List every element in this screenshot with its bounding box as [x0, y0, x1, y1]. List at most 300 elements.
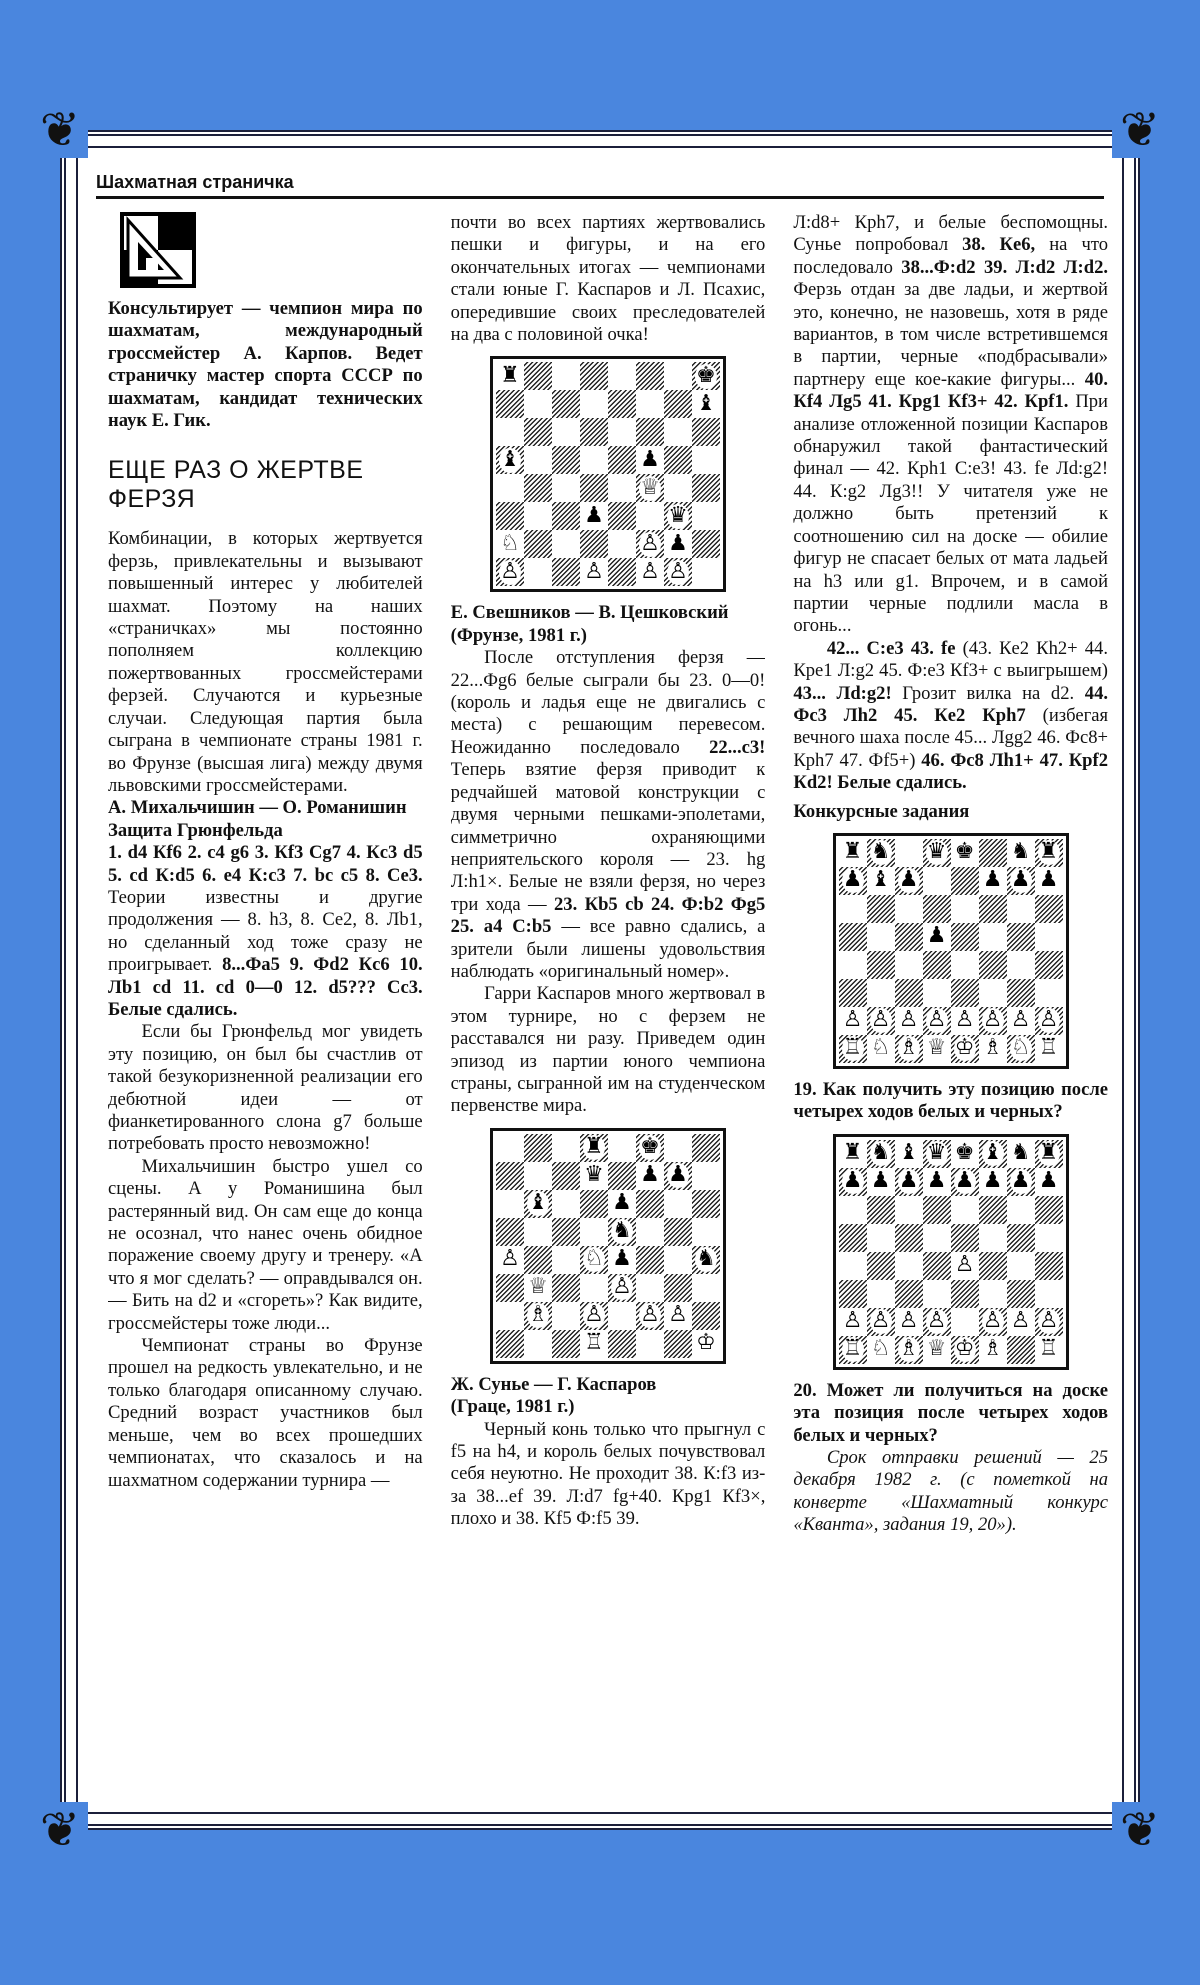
board-square — [839, 1168, 867, 1196]
board-square — [839, 1035, 867, 1063]
board-square — [1007, 1035, 1035, 1063]
board-square — [1035, 1336, 1063, 1364]
chess-piece-icon: ♙ — [926, 1308, 947, 1334]
board-square — [1007, 1252, 1035, 1280]
board-square — [979, 867, 1007, 895]
board-square — [951, 1224, 979, 1252]
board-square — [867, 1280, 895, 1308]
intro-paragraph: Комбинации, в которых жертвуется ферзь, привлекательны и вызывают повышенный интерес у любителей шахмат. Поэтому на наших «страничках» мы постоянно пополняем коллекцию пожертвованных гроссмейстерами ферзей. Случаются и курьезные случаи. Следующая партия была сыграна в чемпионате страны 1981 г. во Фрунзе (высшая лига) между двумя львовскими гроссмейстерами. — [108, 528, 423, 796]
board-square — [979, 979, 1007, 1007]
board-square — [951, 1252, 979, 1280]
board-square — [867, 1035, 895, 1063]
board-square — [867, 1007, 895, 1035]
board-square — [951, 1336, 979, 1364]
board-square — [1007, 1007, 1035, 1035]
chess-piece-icon: ♟ — [640, 446, 660, 472]
board-square — [524, 558, 552, 586]
chess-piece-icon: ♟ — [898, 1168, 919, 1194]
board-square — [951, 1168, 979, 1196]
board-square — [636, 418, 664, 446]
board-square — [524, 418, 552, 446]
board-square — [608, 362, 636, 390]
board-square — [923, 1196, 951, 1224]
chess-piece-icon: ♟ — [842, 867, 863, 893]
board-square — [867, 923, 895, 951]
board-square — [839, 1280, 867, 1308]
chess-piece-icon: ♙ — [640, 558, 660, 584]
board-square — [608, 390, 636, 418]
board-square — [923, 1140, 951, 1168]
chess-piece-icon: ♙ — [1010, 1007, 1031, 1033]
chess-piece-icon: ♟ — [668, 530, 688, 556]
chess-piece-icon: ♜ — [1038, 839, 1059, 865]
board-square — [580, 1190, 608, 1218]
board-square — [580, 1246, 608, 1274]
chess-piece-icon: ♙ — [954, 1007, 975, 1033]
chess-piece-icon: ♟ — [1038, 1168, 1059, 1194]
board-square — [580, 1218, 608, 1246]
chess-piece-icon: ♞ — [1010, 1140, 1031, 1166]
paragraph: Михальчишин быстро ушел со сцены. А у Романишина был растерянный вид. Он сам еще до конца не осознал, что нанес очень обидное поражение своему другу и тренеру. «А что я мог сделать? — оправдывался он. — Бить на d2 и «сгореть»? Как видите, гроссмейстеры тоже люди... — [108, 1155, 423, 1334]
text: на что последовало — [793, 234, 1109, 278]
chess-piece-icon: ♟ — [982, 1168, 1003, 1194]
board-square — [951, 1007, 979, 1035]
board-square — [979, 895, 1007, 923]
board-square — [692, 418, 720, 446]
board-square — [867, 1224, 895, 1252]
board-square — [580, 502, 608, 530]
chess-piece-icon: ♗ — [528, 1302, 548, 1328]
board-square — [636, 1302, 664, 1330]
chess-piece-icon: ♟ — [1010, 1168, 1031, 1194]
moves-bold: 42... C:e3 43. fe — [826, 637, 956, 659]
article-title: ЕЩЕ РАЗ О ЖЕРТВЕ ФЕРЗЯ — [108, 456, 364, 514]
chess-piece-icon: ♙ — [500, 1246, 520, 1272]
board-square — [664, 1162, 692, 1190]
chess-piece-icon: ♖ — [842, 1035, 863, 1061]
board-square — [608, 1134, 636, 1162]
text: Л:d8+ Кph7, и белые беспомощны. Сунье попробовал — [793, 212, 1109, 256]
board-square — [496, 418, 524, 446]
board-square — [636, 1330, 664, 1358]
text: При анализе отложенной позиции Каспаров обнаружил такой фантастический финал — 42. Кph1 C:e3! 43. fe Лd:g2! 44. К:g2 Лg3!! У читателя уже не должно быть претензий к соотношению сил на доске — обилие фигур не спасает белых от мата ладьей на h3 или g1. Впрочем, и в самой партии черные подлили масла в огонь... — [793, 391, 1109, 637]
board-square — [923, 1252, 951, 1280]
text: (43. Кe2 Кh2+ 44. Кpe1 Л:g2 45. Ф:e3 Кf3+ с выигрышем) — [793, 637, 1109, 682]
moves-bold: 38. Кe6, — [962, 234, 1036, 256]
board-square — [552, 390, 580, 418]
chess-piece-icon: ♔ — [696, 1330, 716, 1356]
board-square — [1035, 923, 1063, 951]
moves-bold: 22...c3! — [709, 736, 766, 758]
board-square — [524, 1162, 552, 1190]
board-square — [1035, 1007, 1063, 1035]
board-square — [692, 530, 720, 558]
board-square — [895, 1035, 923, 1063]
chess-piece-icon: ♝ — [500, 446, 520, 472]
chess-piece-icon: ♜ — [584, 1134, 604, 1160]
chess-logo-icon — [120, 212, 196, 288]
chess-piece-icon: ♙ — [870, 1007, 891, 1033]
page-header — [96, 172, 1104, 199]
board-square — [552, 558, 580, 586]
text: — все равно сдались, а зрители были лишены удовольствия наблюдать «оригинальный номер». — [450, 916, 766, 982]
chess-piece-icon: ♟ — [926, 1168, 947, 1194]
board-square — [867, 1336, 895, 1364]
chess-piece-icon: ♙ — [1038, 1007, 1059, 1033]
text: Ферзь отдан за две ладьи, и жертвой это, конечно, не назовешь, хотя в ряде вариантов, в том числе встретившемся в партии, черные «подбрасывали» партнеру еще кое-какие фигуры... — [793, 279, 1109, 390]
board-square — [979, 951, 1007, 979]
chess-piece-icon: ♙ — [898, 1308, 919, 1334]
chess-piece-icon: ♖ — [584, 1330, 604, 1356]
chess-piece-icon: ♜ — [1038, 1140, 1059, 1166]
board-square — [923, 1168, 951, 1196]
board-square — [580, 1274, 608, 1302]
board-square — [1007, 1308, 1035, 1336]
chess-piece-icon: ♘ — [500, 530, 520, 556]
board-square — [839, 1336, 867, 1364]
board-square — [923, 1336, 951, 1364]
board-square — [496, 1330, 524, 1358]
board-square — [1007, 951, 1035, 979]
board-square — [608, 1274, 636, 1302]
board-square — [692, 1302, 720, 1330]
chess-piece-icon: ♞ — [612, 1218, 632, 1244]
chess-piece-icon: ♟ — [926, 923, 947, 949]
chess-piece-icon: ♙ — [982, 1308, 1003, 1334]
board-square — [895, 1336, 923, 1364]
board-square — [951, 895, 979, 923]
text: Грозит вилка на d2. — [891, 682, 1085, 704]
board-square — [839, 923, 867, 951]
moves-bold: 38...Ф:d2 39. Л:d2 Л:d2. — [901, 256, 1109, 278]
chess-piece-icon: ♖ — [1038, 1035, 1059, 1061]
board-square — [664, 1190, 692, 1218]
board-square — [580, 390, 608, 418]
chess-piece-icon: ♞ — [1010, 839, 1031, 865]
chess-piece-icon: ♟ — [982, 867, 1003, 893]
board-square — [867, 1196, 895, 1224]
chess-piece-icon: ♙ — [584, 558, 604, 584]
board-square — [524, 1246, 552, 1274]
board-square — [979, 1007, 1007, 1035]
board-square — [496, 1246, 524, 1274]
text: (избегая вечного шаха после 45... Лgg2 46. Фc8+ Кph7 47. Фf5+) — [793, 704, 1109, 771]
board-square — [951, 1308, 979, 1336]
chess-piece-icon: ♗ — [898, 1035, 919, 1061]
board-square — [1035, 839, 1063, 867]
board-square — [867, 979, 895, 1007]
chess-piece-icon: ♙ — [584, 1302, 604, 1328]
section-title: Шахматная страничка — [96, 172, 294, 192]
board-square — [1035, 1035, 1063, 1063]
board-square — [923, 951, 951, 979]
board-square — [979, 1336, 1007, 1364]
board-square — [552, 1134, 580, 1162]
board-square — [524, 362, 552, 390]
moves-bold: 1. d4 Кf6 2. c4 g6 3. Кf3 Cg7 4. Кc3 d5 5. cd К:d5 6. e4 К:c3 7. bc c5 8. Ce3. — [108, 842, 423, 886]
board-square — [867, 1140, 895, 1168]
chess-piece-icon: ♜ — [842, 839, 863, 865]
board-square — [524, 1302, 552, 1330]
board-square — [692, 1134, 720, 1162]
board-square — [867, 839, 895, 867]
board-square — [895, 1280, 923, 1308]
corner-ornament-icon: ❦ — [32, 102, 88, 158]
board-square — [1035, 1196, 1063, 1224]
chess-piece-icon: ♟ — [870, 1168, 891, 1194]
chess-piece-icon: ♛ — [668, 502, 688, 528]
board-square — [979, 1168, 1007, 1196]
board-square — [692, 1274, 720, 1302]
board-square — [895, 1252, 923, 1280]
board-square — [839, 979, 867, 1007]
board-square — [979, 923, 1007, 951]
paragraph: Черный конь только что прыгнул с f5 на h4, и король белых почувствовал себя неуютно. Не проходит 38. К:f3 из-за 38...ef 39. Л:d7 fg+40. Кpg1 Кf3×, плохо и 38. Кf5 Ф:f5 39. — [450, 1418, 766, 1530]
chess-board-task-20 — [833, 1134, 1069, 1370]
board-square — [664, 558, 692, 586]
chess-board-kasparov — [490, 1128, 726, 1364]
board-square — [552, 362, 580, 390]
board-square — [1007, 923, 1035, 951]
board-square — [951, 1196, 979, 1224]
board-square — [839, 895, 867, 923]
board-square — [1035, 895, 1063, 923]
board-square — [524, 502, 552, 530]
chess-piece-icon: ♞ — [870, 1140, 891, 1166]
board-square — [636, 558, 664, 586]
board-square — [524, 1330, 552, 1358]
chess-piece-icon: ♘ — [870, 1035, 891, 1061]
game3-place: (Граце, 1981 г.) — [450, 1396, 575, 1418]
board-square — [923, 867, 951, 895]
board-square — [1035, 1168, 1063, 1196]
chess-piece-icon: ♘ — [870, 1336, 891, 1362]
chess-piece-icon: ♖ — [842, 1336, 863, 1362]
board-square — [664, 502, 692, 530]
board-square — [636, 1218, 664, 1246]
board-square — [496, 1162, 524, 1190]
board-square — [580, 558, 608, 586]
board-square — [580, 530, 608, 558]
board-square — [951, 839, 979, 867]
chess-piece-icon: ♛ — [926, 1140, 947, 1166]
chess-piece-icon: ♙ — [954, 1252, 975, 1278]
board-square — [552, 1274, 580, 1302]
board-square — [895, 895, 923, 923]
chess-piece-icon: ♗ — [898, 1336, 919, 1362]
moves-bold: 43... Лd:g2! — [793, 682, 892, 704]
chess-piece-icon: ♜ — [842, 1140, 863, 1166]
board-square — [496, 1274, 524, 1302]
board-square — [979, 1308, 1007, 1336]
board-square — [951, 979, 979, 1007]
chess-piece-icon: ♙ — [500, 558, 520, 584]
board-square — [979, 839, 1007, 867]
chess-piece-icon: ♝ — [898, 1140, 919, 1166]
game2-paragraph — [451, 647, 766, 983]
board-square — [664, 446, 692, 474]
board-square — [692, 474, 720, 502]
chess-piece-icon: ♕ — [528, 1274, 548, 1300]
column-2 — [451, 212, 766, 1794]
board-square — [664, 1302, 692, 1330]
board-square — [895, 1007, 923, 1035]
chess-piece-icon: ♟ — [640, 1162, 660, 1188]
board-square — [895, 923, 923, 951]
board-square — [867, 1252, 895, 1280]
moves-comment: Теории известны и другие продолжения — 8. h3, 8. Ce2, 8. Лb1, но сделанный ход тоже сразу не проигрывает. — [108, 886, 423, 976]
board-square — [496, 362, 524, 390]
column-1 — [108, 212, 423, 1794]
board-square — [636, 1162, 664, 1190]
board-square — [1007, 895, 1035, 923]
chess-piece-icon: ♝ — [982, 1140, 1003, 1166]
board-square — [1007, 1224, 1035, 1252]
chess-piece-icon: ♙ — [842, 1007, 863, 1033]
moves-bold: 8...Фa5 9. Фd2 Кc6 10. Лb1 cd 11. cd 0—0 12. d5??? Cc3. Белые сдались. — [108, 954, 423, 1020]
board-square — [979, 1196, 1007, 1224]
board-square — [839, 1252, 867, 1280]
chess-piece-icon: ♟ — [612, 1246, 632, 1272]
board-square — [496, 530, 524, 558]
paragraph: Если бы Грюнфельд мог увидеть эту позицию, он был бы счастлив от такой безукоризненной реализации его дебютной идеи — от фианкетированного слона g7 больше потребовать просто невозможно! — [108, 1021, 423, 1155]
board-square — [524, 1218, 552, 1246]
board-square — [979, 1280, 1007, 1308]
paragraph: почти во всех партиях жертвовались пешки и фигуры, и на его окончательных итогах — чемпионами стали юные Г. Каспаров и Л. Псахис, опередившие своих преследователей на два с половиной очка! — [450, 212, 766, 346]
board-square — [1007, 1140, 1035, 1168]
board-square — [692, 1218, 720, 1246]
board-square — [608, 1302, 636, 1330]
chess-piece-icon: ♙ — [668, 1302, 688, 1328]
board-square — [951, 923, 979, 951]
board-square — [839, 951, 867, 979]
board-square — [608, 502, 636, 530]
board-square — [580, 1330, 608, 1358]
board-square — [1007, 839, 1035, 867]
game3-final — [793, 638, 1108, 795]
column-3 — [793, 212, 1108, 1794]
chess-piece-icon: ♔ — [954, 1035, 975, 1061]
game2-place: (Фрунзе, 1981 г.) — [450, 624, 587, 646]
board-square — [552, 1190, 580, 1218]
chess-piece-icon: ♟ — [1038, 867, 1059, 893]
board-square — [979, 1035, 1007, 1063]
board-square — [1007, 1336, 1035, 1364]
board-square — [580, 362, 608, 390]
board-square — [664, 1218, 692, 1246]
chess-piece-icon: ♚ — [696, 362, 716, 388]
board-square — [979, 1252, 1007, 1280]
board-square — [496, 474, 524, 502]
board-square — [664, 1246, 692, 1274]
board-square — [496, 1190, 524, 1218]
board-square — [895, 1308, 923, 1336]
board-square — [496, 558, 524, 586]
board-square — [580, 418, 608, 446]
corner-ornament-icon: ❦ — [1112, 102, 1168, 158]
board-square — [895, 979, 923, 1007]
board-square — [608, 1330, 636, 1358]
chess-piece-icon: ♟ — [954, 1168, 975, 1194]
game1-players: А. Михальчишин — О. Романишин — [108, 797, 407, 819]
board-square — [524, 446, 552, 474]
board-square — [524, 474, 552, 502]
board-square — [895, 1140, 923, 1168]
board-square — [1007, 979, 1035, 1007]
board-square — [496, 1302, 524, 1330]
board-square — [552, 1302, 580, 1330]
board-square — [580, 446, 608, 474]
chess-piece-icon: ♚ — [954, 839, 975, 865]
board-square — [1007, 1280, 1035, 1308]
board-square — [664, 418, 692, 446]
board-square — [839, 1308, 867, 1336]
board-square — [692, 362, 720, 390]
chess-piece-icon: ♙ — [640, 1302, 660, 1328]
board-square — [1035, 1224, 1063, 1252]
board-square — [895, 1168, 923, 1196]
corner-ornament-icon: ❦ — [1112, 1802, 1168, 1858]
chess-piece-icon: ♝ — [696, 390, 716, 416]
board-square — [1035, 1140, 1063, 1168]
chess-piece-icon: ♙ — [870, 1308, 891, 1334]
board-square — [664, 390, 692, 418]
task-20: 20. Может ли получиться на доске эта позиция после четырех ходов белых и черных? — [793, 1379, 1109, 1446]
board-square — [1035, 1280, 1063, 1308]
chess-piece-icon: ♜ — [500, 362, 520, 388]
board-square — [867, 951, 895, 979]
board-square — [692, 1162, 720, 1190]
board-square — [496, 502, 524, 530]
board-square — [636, 446, 664, 474]
chess-piece-icon: ♟ — [668, 1162, 688, 1188]
board-square — [636, 1246, 664, 1274]
board-square — [692, 446, 720, 474]
board-square — [636, 390, 664, 418]
chess-piece-icon: ♙ — [982, 1007, 1003, 1033]
board-square — [923, 1280, 951, 1308]
chess-piece-icon: ♙ — [612, 1274, 632, 1300]
board-square — [552, 474, 580, 502]
game3-continuation — [793, 212, 1108, 638]
board-square — [1035, 1252, 1063, 1280]
board-square — [895, 951, 923, 979]
board-square — [664, 530, 692, 558]
board-square — [608, 1190, 636, 1218]
chess-piece-icon: ♙ — [926, 1007, 947, 1033]
consultant-note: Консультирует — чемпион мира по шахматам, международный гроссмейстер А. Карпов. Ведет страничку мастер спорта СССР по шахматам, кандидат технических наук Е. Гик. — [108, 298, 423, 432]
board-square — [608, 1218, 636, 1246]
board-square — [552, 1218, 580, 1246]
board-square — [692, 1330, 720, 1358]
board-square — [692, 558, 720, 586]
text: Теперь взятие ферзя приводит к редчайшей матовой конструкции с двумя черными пешками-эполетами, симметрично охраняющими неприятельского короля — 23. hg Л:h1×. Белые не взяли ферзя, но через три хода — — [450, 759, 766, 915]
board-square — [839, 867, 867, 895]
board-square — [664, 1274, 692, 1302]
board-square — [580, 1134, 608, 1162]
chess-piece-icon: ♚ — [640, 1134, 660, 1160]
board-square — [692, 1246, 720, 1274]
board-square — [895, 839, 923, 867]
chess-piece-icon: ♕ — [926, 1035, 947, 1061]
board-square — [1035, 867, 1063, 895]
chess-piece-icon: ♔ — [954, 1336, 975, 1362]
chess-piece-icon: ♙ — [640, 530, 660, 556]
article-columns — [108, 212, 1108, 1794]
board-square — [979, 1224, 1007, 1252]
board-square — [552, 418, 580, 446]
board-square — [580, 474, 608, 502]
